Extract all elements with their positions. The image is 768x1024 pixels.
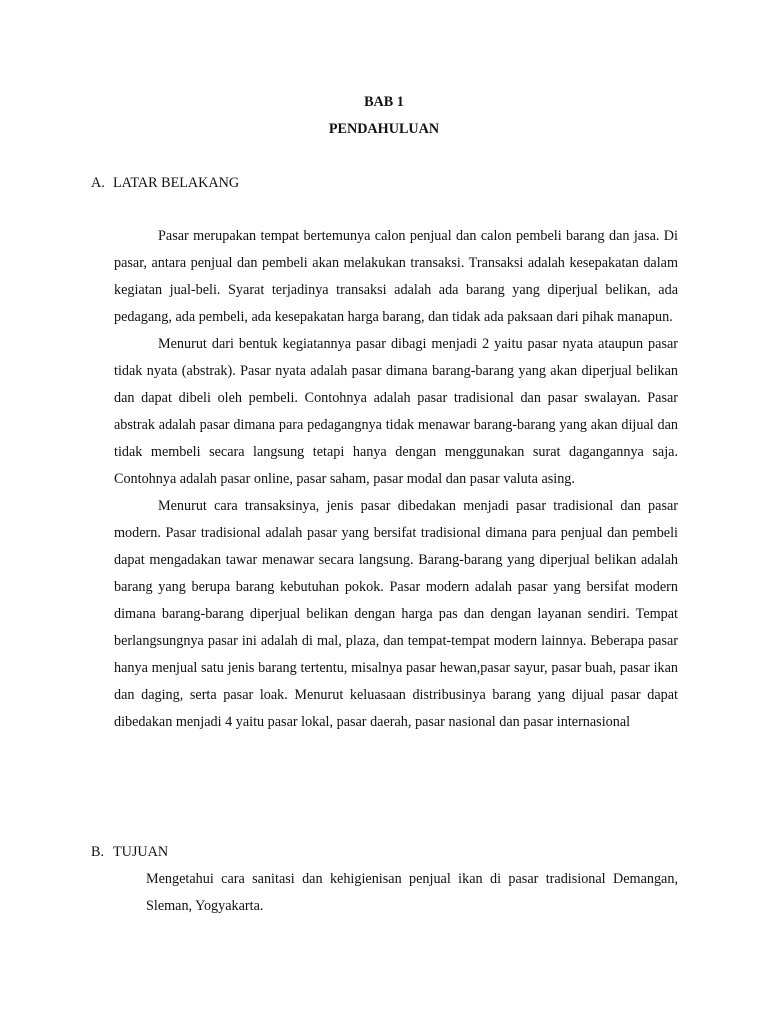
tujuan-body — [114, 866, 678, 920]
section-a-heading — [91, 175, 239, 192]
section-b-marker: B. — [91, 844, 105, 860]
section-b-title: TUJUAN — [113, 844, 169, 860]
paragraph-1: Pasar merupakan tempat bertemunya calon penjual dan calon pembeli barang dan jasa. Di pasar, antara penjual dan pembeli akan melakukan transaksi. Transaksi adalah kesepakatan dalam kegiatan jual-beli. Syarat terjadinya transaksi adalah ada barang yang diperjual belikan, ada pedagang, ada pembeli, ada kesepakatan harga barang, dan tidak ada paksaan dari pihak manapun. — [114, 228, 678, 325]
paragraph-2: Menurut dari bentuk kegiatannya pasar dibagi menjadi 2 yaitu pasar nyata ataupun pasar tidak nyata (abstrak). Pasar nyata adalah pasar dimana barang-barang yang akan diperjual belikan dan dapat dibeli oleh pembeli. Contohnya adalah pasar tradisional dan pasar swalayan. Pasar abstrak adalah pasar dimana para pedagangnya tidak menawar barang-barang yang akan dijual dan tidak membeli secara langsung tetapi hanya dengan menggunakan surat dagangannya saja. Contohnya adalah pasar online, pasar saham, pasar modal dan pasar valuta asing. — [114, 336, 678, 487]
section-b-heading — [91, 844, 168, 861]
paragraph-3: Menurut cara transaksinya, jenis pasar dibedakan menjadi pasar tradisional dan pasar modern. Pasar tradisional adalah pasar yang bersifat tradisional dimana para penjual dan pembeli dapat mengadakan tawar menawar secara langsung. Barang-barang yang diperjual belikan adalah barang yang berupa barang kebutuhan pokok. Pasar modern adalah pasar yang bersifat modern dimana barang-barang diperjual belikan dengan harga pas dan dengan layanan sendiri. Tempat berlangsungnya pasar ini adalah di mal, plaza, dan tempat-tempat modern lainnya. Beberapa pasar hanya menjual satu jenis barang tertentu, misalnya pasar hewan,pasar sayur, pasar buah, pasar ikan dan daging, serta pasar loak. Menurut keluasaan distribusinya barang yang dijual pasar dapat dibedakan menjadi 4 yaitu pasar lokal, pasar daerah, pasar nasional dan pasar internasional — [114, 498, 678, 730]
chapter-number: BAB 1 — [364, 94, 404, 110]
section-a-title: LATAR BELAKANG — [113, 175, 240, 191]
tujuan-paragraph: Mengetahui cara sanitasi dan kehigienisan penjual ikan di pasar tradisional Demangan, Sleman, Yogyakarta. — [146, 871, 678, 914]
latar-belakang-body — [114, 223, 678, 736]
chapter-title: PENDAHULUAN — [328, 121, 440, 137]
section-a-marker: A. — [91, 175, 105, 191]
